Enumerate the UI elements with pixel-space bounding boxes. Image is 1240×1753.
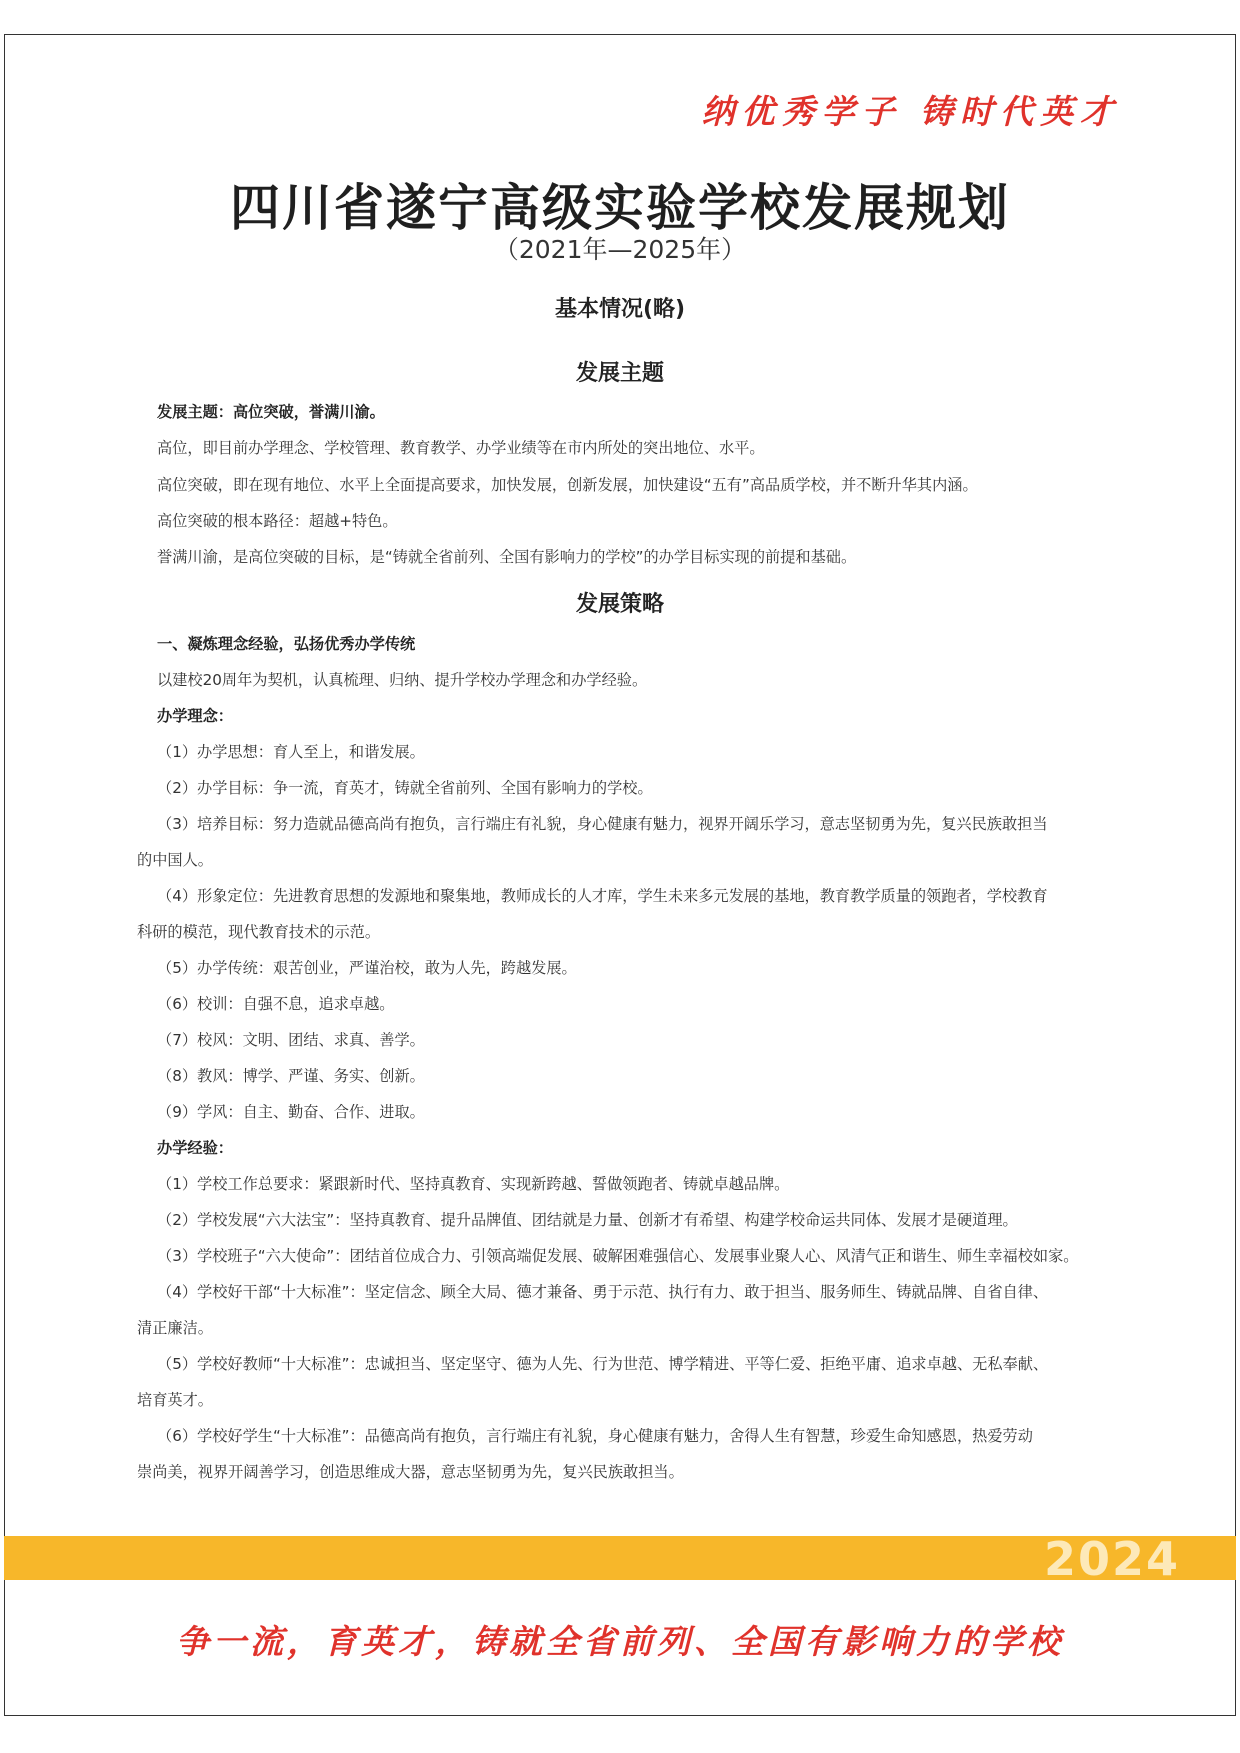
theme-lead: 发展主题：高位突破，誉满川渝。 — [157, 403, 385, 421]
strategy-intro: 以建校20周年为契机，认真梳理、归纳、提升学校办学理念和办学经验。 — [157, 671, 648, 689]
experience-item: （1）学校工作总要求：紧跟新时代、坚持真教育、实现新跨越、誓做领跑者、铸就卓越品牌。 — [157, 1175, 790, 1193]
philosophy-item: （7）校风：文明、团结、求真、善学。 — [157, 1031, 425, 1049]
page-subtitle: （2021年—2025年） — [493, 235, 747, 264]
experience-item: （3）学校班子“六大使命”：团结首位成合力、引领高端促发展、破解困难强信心、发展事业聚人心、风清气正和谐生、师生幸福校如家。 — [157, 1247, 1079, 1265]
theme-paragraph: 高位突破的根本路径：超越+特色。 — [157, 512, 398, 530]
section-heading-basic: 基本情况(略) — [554, 297, 686, 322]
experience-item-continued: 崇尚美，视界开阔善学习，创造思维成大器，意志坚韧勇为先，复兴民族敢担当。 — [137, 1463, 684, 1481]
philosophy-item: （8）教风：博学、严谨、务实、创新。 — [157, 1067, 425, 1085]
strategy-heading: 一、凝炼理念经验，弘扬优秀办学传统 — [157, 635, 416, 653]
footer-year: 2024 — [1043, 1532, 1180, 1586]
experience-item: （6）学校好学生“十大标准”：品德高尚有抱负，言行端庄有礼貌，身心健康有魅力，舍得人生有智慧，珍爱生命知感恩，热爱劳动 — [157, 1427, 1033, 1445]
experience-item: （5）学校好教师“十大标准”：忠诚担当、坚定坚守、德为人先、行为世范、博学精进、平等仁爱、拒绝平庸、追求卓越、无私奉献、 — [157, 1355, 1049, 1373]
philosophy-item: （4）形象定位：先进教育思想的发源地和聚集地，教师成长的人才库，学生未来多元发展的基地，教育教学质量的领跑者，学校教育 — [157, 887, 1048, 905]
philosophy-item: （6）校训：自强不息，追求卓越。 — [157, 995, 395, 1013]
philosophy-item: （1）办学思想：育人至上，和谐发展。 — [157, 743, 425, 761]
section-heading-theme: 发展主题 — [575, 361, 664, 386]
theme-paragraph: 高位，即目前办学理念、学校管理、教育教学、办学业绩等在市内所处的突出地位、水平。 — [157, 439, 765, 457]
header-slogan: 纳优秀学子 铸时代英才 — [701, 92, 1120, 131]
experience-item-continued: 培育英才。 — [137, 1391, 213, 1409]
philosophy-item: （9）学风：自主、勤奋、合作、进取。 — [157, 1103, 425, 1121]
philosophy-item-continued: 科研的模范，现代教育技术的示范。 — [137, 923, 380, 941]
philosophy-item: （2）办学目标：争一流，育英才，铸就全省前列、全国有影响力的学校。 — [157, 779, 653, 797]
experience-item: （4）学校好干部“十大标准”：坚定信念、顾全大局、德才兼备、勇于示范、执行有力、敢于担当、服务师生、铸就品牌、自省自律、 — [157, 1283, 1049, 1301]
philosophy-item: （3）培养目标：努力造就品德高尚有抱负，言行端庄有礼貌，身心健康有魅力，视界开阔乐学习，意志坚韧勇为先，复兴民族敢担当 — [157, 815, 1048, 833]
philosophy-item: （5）办学传统：艰苦创业，严谨治校，敢为人先，跨越发展。 — [157, 959, 577, 977]
philosophy-item-continued: 的中国人。 — [137, 851, 213, 869]
page-title: 四川省遂宁高级实验学校发展规划 — [230, 178, 1010, 237]
footer-slogan: 争一流，育英才，铸就全省前列、全国有影响力的学校 — [176, 1622, 1064, 1661]
experience-item: （2）学校发展“六大法宝”：坚持真教育、提升品牌值、团结就是力量、创新才有希望、构建学校命运共同体、发展才是硬道理。 — [157, 1211, 1018, 1229]
theme-paragraph: 誉满川渝，是高位突破的目标，是“铸就全省前列、全国有影响力的学校”的办学目标实现的前提和基础。 — [157, 548, 857, 566]
philosophy-label: 办学理念： — [157, 707, 233, 725]
section-heading-strategy: 发展策略 — [575, 592, 664, 617]
experience-item-continued: 清正廉洁。 — [137, 1319, 213, 1337]
theme-paragraph: 高位突破，即在现有地位、水平上全面提高要求，加快发展，创新发展，加快建设“五有”高品质学校，并不断升华其内涵。 — [157, 476, 978, 494]
experience-label: 办学经验： — [157, 1139, 233, 1157]
